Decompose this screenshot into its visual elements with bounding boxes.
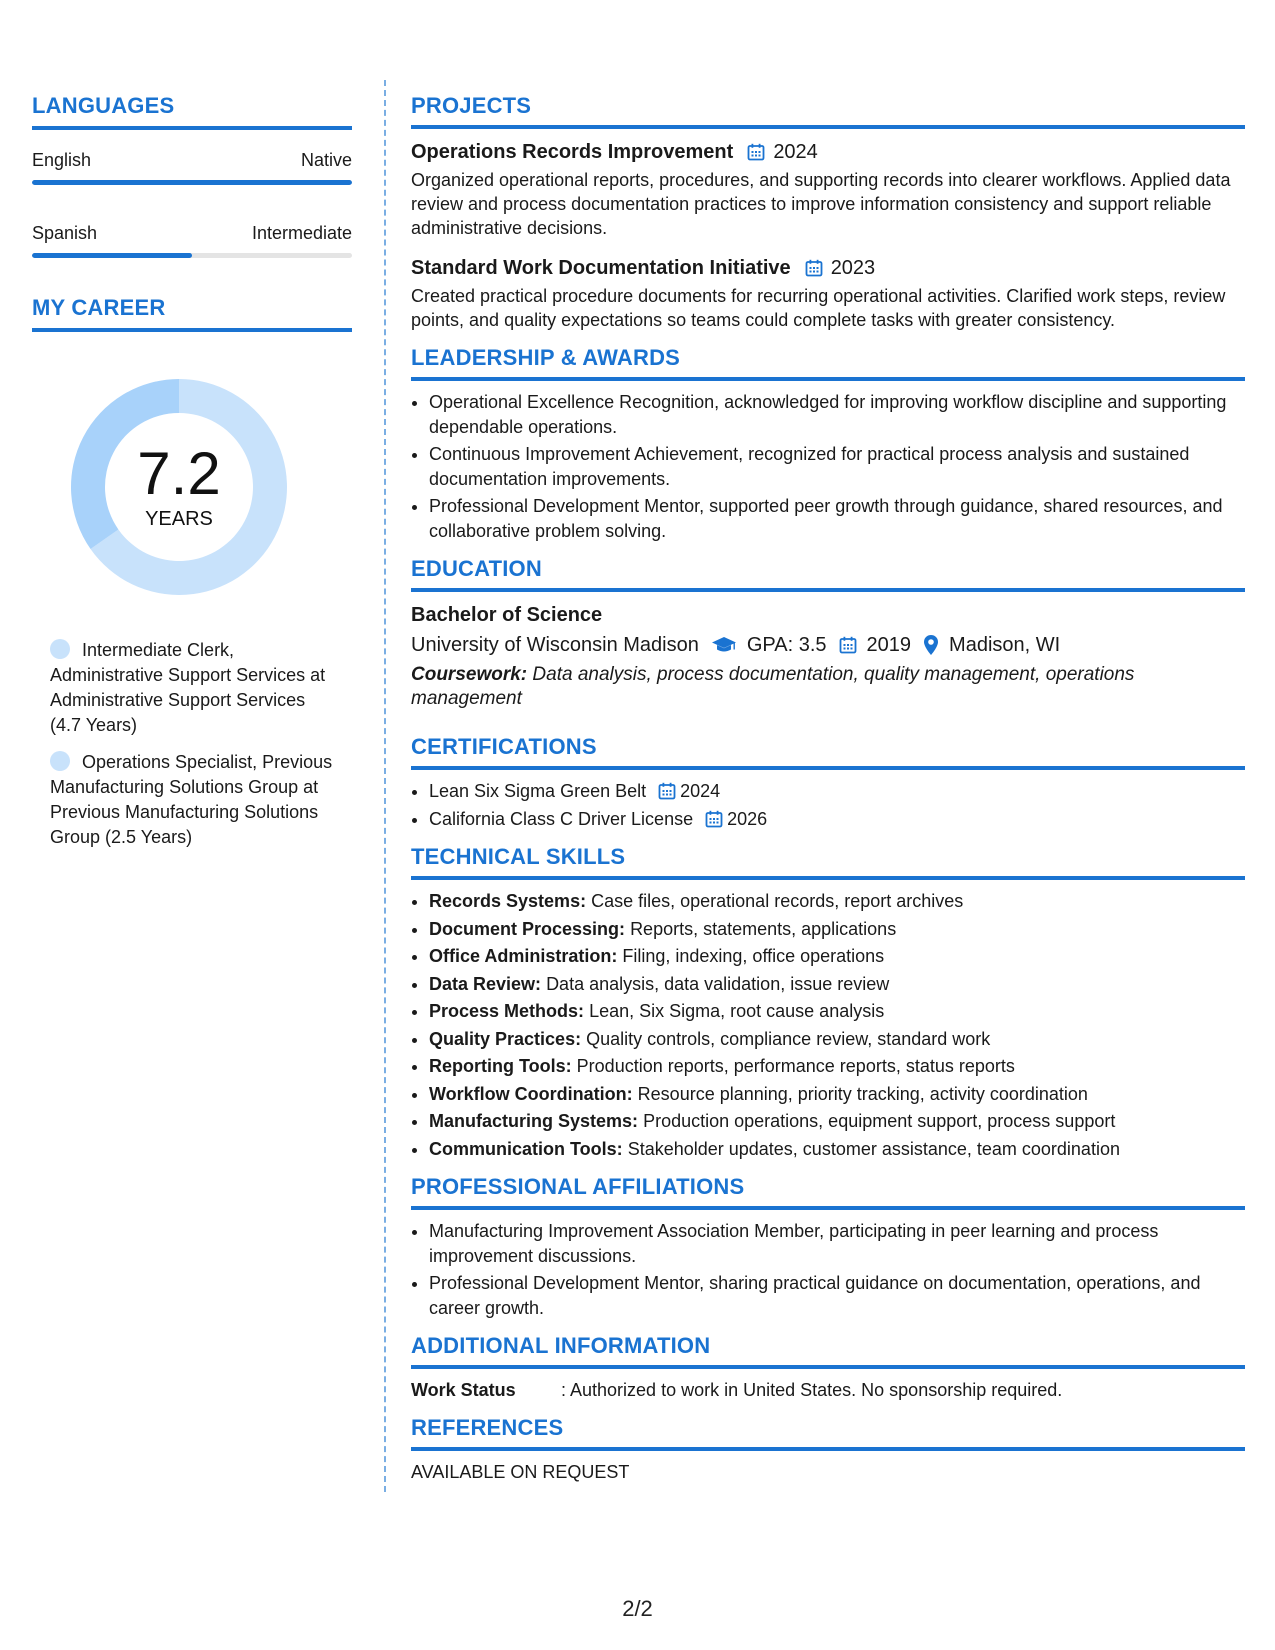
language-bar-fill [32, 180, 352, 185]
language-bar [32, 180, 352, 185]
work-status-label: Work Status [411, 1380, 516, 1400]
skill-label: Office Administration: [429, 946, 618, 966]
cert-year: 2024 [680, 781, 721, 801]
leadership-title: LEADERSHIP & AWARDS [411, 345, 681, 370]
career-item-text: Intermediate Clerk, Administrative Support Services at Administrative Support Services (4.7 Years) [50, 640, 326, 735]
graduation-cap-icon [711, 635, 737, 655]
career-dot [50, 751, 70, 771]
career-dot [50, 639, 70, 659]
references-text: AVAILABLE ON REQUEST [411, 1462, 630, 1482]
education-school: University of Wisconsin Madison [411, 634, 699, 656]
cert-year: 2026 [727, 808, 768, 829]
list-item [429, 917, 1245, 942]
list-item [429, 944, 1245, 969]
education-location: Madison, WI [949, 634, 1061, 656]
education-coursework [411, 663, 1245, 711]
list-item: • Continuous Improvement Achievement, recognized for practical process analysis and sustained documentation improvements. [429, 442, 1245, 491]
skill-label: Manufacturing Systems: [429, 1111, 639, 1131]
skill-value: Resource planning, priority tracking, activity coordination [637, 1083, 1088, 1104]
left-column [32, 92, 352, 862]
map-pin-icon [923, 634, 939, 656]
career-item-text: Operations Specialist, Previous Manufacturing Solutions Group at Previous Manufacturing Solutions Group (2.5 Years) [50, 752, 333, 847]
skill-value: Stakeholder updates, customer assistance, team coordination [627, 1138, 1120, 1159]
skill-label: Reporting Tools: [429, 1056, 572, 1076]
career-total-unit: YEARS [145, 508, 213, 530]
skill-value: Data analysis, data validation, issue review [546, 973, 890, 994]
additional-section [411, 1332, 1245, 1402]
project-item [411, 138, 1245, 240]
list-item [429, 1054, 1245, 1079]
additional-title: ADDITIONAL INFORMATION [411, 1333, 711, 1358]
language-name: English [32, 150, 92, 170]
projects-section [411, 92, 1245, 332]
leadership-section [411, 344, 1245, 543]
project-description: Organized operational reports, procedures, and supporting records into clearer workflows. Applied data review and process documentation practices to improve information consistency and support reliable administrative decisions. [411, 170, 1231, 238]
section-rule [411, 1447, 1245, 1451]
right-column [411, 92, 1245, 1496]
affiliations-title: PROFESSIONAL AFFILIATIONS [411, 1174, 745, 1199]
career-list [50, 638, 335, 850]
calendar-icon [805, 259, 823, 277]
affiliations-list [411, 1219, 1245, 1320]
education-details [411, 629, 1245, 661]
language-name: Spanish [32, 223, 98, 243]
skill-label: Workflow Coordination: [429, 1083, 633, 1104]
work-status-row [411, 1378, 1245, 1402]
list-item [429, 1109, 1245, 1134]
list-item: • Professional Development Mentor, sharing practical guidance on documentation, operations, and career growth. [429, 1271, 1245, 1320]
career-item [50, 750, 335, 850]
column-divider [384, 80, 386, 1492]
affiliations-section [411, 1173, 1245, 1320]
skill-label: Document Processing: [429, 918, 626, 939]
coursework-text: Data analysis, process documentation, quality management, operations management [411, 664, 1135, 709]
work-status-value: : Authorized to work in United States. No sponsorship required. [561, 1380, 1063, 1400]
section-rule [411, 377, 1245, 381]
languages-title: LANGUAGES [32, 93, 175, 118]
project-item [411, 254, 1245, 332]
career-item [50, 638, 335, 738]
page-number: 2/2 [622, 1596, 653, 1621]
cert-name: • Lean Six Sigma Green Belt [429, 781, 647, 801]
skill-value: Reports, statements, applications [630, 918, 897, 939]
skills-title: TECHNICAL SKILLS [411, 844, 626, 869]
language-level: Native [300, 150, 352, 170]
skill-label: Records Systems: [429, 891, 587, 911]
calendar-icon [705, 810, 723, 828]
language-level: Intermediate [251, 223, 352, 243]
coursework-label: Coursework: [411, 664, 528, 685]
education-year: 2019 [866, 634, 912, 656]
calendar-icon [839, 636, 857, 654]
skill-label: Quality Practices: [429, 1028, 582, 1049]
skill-label: Data Review: [429, 973, 542, 994]
skill-label: Process Methods: [429, 1001, 585, 1021]
list-item: • Operational Excellence Recognition, acknowledged for improving workflow discipline and supporting dependable operations. [429, 390, 1245, 439]
list-item: • Manufacturing Improvement Association Member, participating in peer learning and process improvement discussions. [429, 1219, 1245, 1268]
education-degree: Bachelor of Science [411, 604, 603, 626]
project-name: Standard Work Documentation Initiative [411, 257, 791, 279]
language-item [32, 221, 352, 258]
language-bar [32, 253, 352, 258]
list-item [429, 999, 1245, 1024]
section-rule [32, 328, 352, 332]
references-section [411, 1414, 1245, 1484]
education-section [411, 555, 1245, 711]
project-year: 2023 [830, 257, 876, 279]
list-item [429, 889, 1245, 914]
language-bar-fill [32, 253, 192, 258]
list-item [429, 1082, 1245, 1107]
leadership-list [411, 390, 1245, 543]
skill-value: Quality controls, compliance review, standard work [586, 1028, 991, 1049]
section-rule [411, 1365, 1245, 1369]
list-item [429, 972, 1245, 997]
career-total-value: 7.2 [137, 440, 221, 507]
projects-title: PROJECTS [411, 93, 532, 118]
language-item [32, 148, 352, 185]
calendar-icon [747, 143, 765, 161]
career-donut [64, 372, 294, 602]
skill-value: Production reports, performance reports, status reports [576, 1056, 1015, 1076]
education-gpa: GPA: 3.5 [746, 634, 827, 656]
cert-name: • California Class C Driver License [429, 808, 694, 829]
section-rule [411, 766, 1245, 770]
project-year: 2024 [773, 141, 818, 163]
section-rule [411, 876, 1245, 880]
skill-value: Filing, indexing, office operations [622, 946, 885, 966]
project-name: Operations Records Improvement [411, 141, 734, 163]
skill-label: Communication Tools: [429, 1138, 623, 1159]
certifications-list [411, 779, 1245, 831]
career-title: MY CAREER [32, 295, 166, 320]
list-item [429, 807, 1245, 832]
skill-value: Case files, operational records, report archives [591, 891, 964, 911]
certifications-title: CERTIFICATIONS [411, 734, 597, 759]
section-rule [411, 125, 1245, 129]
language-list [32, 148, 352, 258]
section-rule [411, 1206, 1245, 1210]
list-item [429, 1137, 1245, 1162]
certifications-section [411, 733, 1245, 831]
skill-value: Production operations, equipment support, process support [643, 1111, 1116, 1131]
list-item [429, 779, 1245, 804]
section-rule [32, 126, 352, 130]
calendar-icon [658, 782, 676, 800]
list-item [429, 1027, 1245, 1052]
education-title: EDUCATION [411, 556, 542, 581]
career-section [32, 294, 352, 850]
skills-list [411, 889, 1245, 1161]
languages-section [32, 92, 352, 258]
references-title: REFERENCES [411, 1415, 564, 1440]
section-rule [411, 588, 1245, 592]
skills-section [411, 843, 1245, 1161]
project-description: Created practical procedure documents for recurring operational activities. Clarified work steps, review points, and quality expectations so teams could complete tasks with greater consistency. [411, 286, 1226, 330]
list-item: • Professional Development Mentor, supported peer growth through guidance, shared resources, and collaborative problem solving. [429, 494, 1245, 543]
skill-value: Lean, Six Sigma, root cause analysis [589, 1001, 885, 1021]
